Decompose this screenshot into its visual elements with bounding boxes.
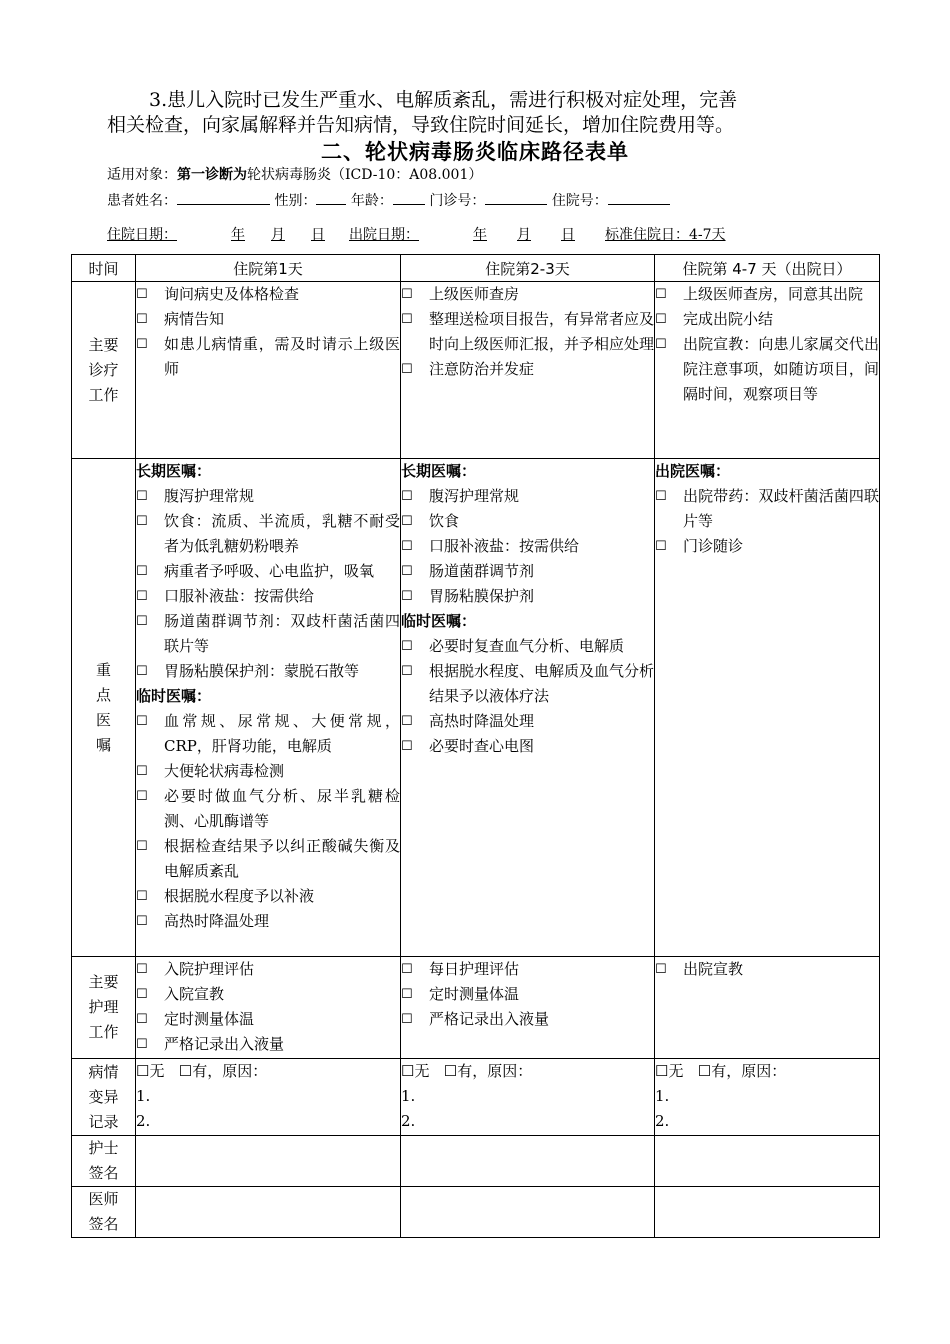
header-day2-3: 住院第2-3天 bbox=[401, 255, 655, 282]
checkbox-icon[interactable]: ☐ bbox=[655, 1062, 669, 1080]
main-work-day4-7 bbox=[655, 282, 880, 459]
nursing-day2-3 bbox=[401, 957, 655, 1059]
doctor-signature-day1[interactable] bbox=[136, 1187, 401, 1238]
variation-day2-3: ☐无 ☐有，原因： 1. 2. bbox=[401, 1059, 655, 1136]
checkbox-icon[interactable]: ☐ bbox=[136, 1062, 150, 1080]
variation-day1: ☐无 ☐有，原因： 1. 2. bbox=[136, 1059, 401, 1136]
checkbox-icon[interactable]: ☐ bbox=[136, 614, 148, 629]
checklist-item[interactable]: ☐ 必要时复查血气分析、电解质 bbox=[401, 634, 654, 659]
checklist-item[interactable]: ☐ 病情告知 bbox=[136, 307, 400, 332]
checklist-item[interactable]: ☐ 出院宣教 bbox=[655, 957, 879, 982]
header-row bbox=[72, 255, 880, 282]
checkbox-icon[interactable]: ☐ bbox=[136, 839, 148, 854]
main-work-day1 bbox=[136, 282, 401, 459]
age-field[interactable] bbox=[393, 190, 425, 205]
row-label-doctor-signature: 医师 签名 bbox=[72, 1187, 136, 1238]
variation-reason-2[interactable]: 2. bbox=[401, 1112, 416, 1130]
checkbox-icon[interactable]: ☐ bbox=[401, 589, 413, 604]
nursing-day4-7 bbox=[655, 957, 880, 1059]
checkbox-icon[interactable]: ☐ bbox=[136, 1012, 148, 1027]
checklist-item[interactable]: ☐ 饮食 bbox=[401, 509, 654, 534]
checkbox-icon[interactable]: ☐ bbox=[655, 539, 667, 554]
checklist-item[interactable]: ☐ 高热时降温处理 bbox=[401, 709, 654, 734]
clinical-path-table bbox=[71, 254, 880, 1238]
row-nursing bbox=[72, 957, 880, 1059]
variation-reason-1[interactable]: 1. bbox=[655, 1087, 670, 1105]
checkbox-icon[interactable]: ☐ bbox=[136, 764, 148, 779]
checkbox-icon[interactable]: ☐ bbox=[136, 714, 148, 729]
checklist-item[interactable]: ☐ 完成出院小结 bbox=[655, 307, 879, 332]
checkbox-icon[interactable]: ☐ bbox=[401, 739, 413, 754]
header-day1: 住院第1天 bbox=[136, 255, 401, 282]
checkbox-icon[interactable]: ☐ bbox=[655, 962, 667, 977]
checklist-item[interactable]: ☐ 腹泻护理常规 bbox=[401, 484, 654, 509]
checkbox-icon[interactable]: ☐ bbox=[178, 1062, 193, 1080]
checklist-item[interactable]: ☐ 注意防治并发症 bbox=[401, 357, 654, 382]
checklist-item[interactable]: ☐ 肠道菌群调节剂 bbox=[401, 559, 654, 584]
variation-day4-7: ☐无 ☐有，原因： 1. 2. bbox=[655, 1059, 880, 1136]
checkbox-icon[interactable]: ☐ bbox=[401, 962, 413, 977]
row-label-nursing: 主要 护理 工作 bbox=[72, 957, 136, 1059]
checkbox-icon[interactable]: ☐ bbox=[401, 639, 413, 654]
row-nurse-signature bbox=[72, 1136, 880, 1187]
temporary-orders-heading: 临时医嘱： bbox=[136, 687, 212, 705]
checklist-item[interactable]: ☐ 必要时查心电图 bbox=[401, 734, 654, 759]
checklist-item[interactable]: ☐ 上级医师查房 bbox=[401, 282, 654, 307]
nurse-signature-day4-7[interactable] bbox=[655, 1136, 880, 1187]
checklist-item[interactable]: ☐ 入院护理评估 bbox=[136, 957, 400, 982]
checklist-item[interactable]: ☐ 出院带药：双歧杆菌活菌四联片等 bbox=[655, 484, 879, 534]
row-doctor-signature bbox=[72, 1187, 880, 1238]
checkbox-icon[interactable]: ☐ bbox=[136, 337, 148, 352]
checklist-item[interactable]: ☐ 必要时做血气分析、尿半乳糖检测、心肌酶谱等 bbox=[136, 784, 400, 834]
dates-line: 住院日期： 年 月 日 出院日期： 年 月 日 标准住院日：4-7天 bbox=[107, 227, 726, 243]
row-label-orders: 重 点 医 嘱 bbox=[72, 459, 136, 957]
checkbox-icon[interactable]: ☐ bbox=[401, 489, 413, 504]
checkbox-icon[interactable]: ☐ bbox=[401, 564, 413, 579]
checkbox-icon[interactable]: ☐ bbox=[401, 1012, 413, 1027]
sex-field[interactable] bbox=[316, 190, 346, 205]
checkbox-icon[interactable]: ☐ bbox=[401, 287, 413, 302]
checklist-item[interactable]: ☐ 出院宣教：向患儿家属交代出院注意事项，如随访项目，间隔时间，观察项目等 bbox=[655, 332, 879, 407]
intro-line-2: 相关检查，向家属解释并告知病情，导致住院时间延长，增加住院费用等。 bbox=[107, 114, 735, 136]
orders-day2-3 bbox=[401, 459, 655, 957]
checklist-item[interactable]: ☐ 胃肠粘膜保护剂：蒙脱石散等 bbox=[136, 659, 400, 684]
checklist-item[interactable]: ☐ 口服补液盐：按需供给 bbox=[136, 584, 400, 609]
checklist-item[interactable]: ☐ 严格记录出入液量 bbox=[401, 1007, 654, 1032]
checkbox-icon[interactable]: ☐ bbox=[401, 312, 413, 327]
checkbox-icon[interactable]: ☐ bbox=[401, 1062, 415, 1080]
checkbox-icon[interactable]: ☐ bbox=[443, 1062, 458, 1080]
checklist-item[interactable]: ☐ 每日护理评估 bbox=[401, 957, 654, 982]
admission-no-field[interactable] bbox=[608, 190, 670, 205]
checkbox-icon[interactable]: ☐ bbox=[136, 664, 148, 679]
checklist-item[interactable]: ☐ 根据脱水程度、电解质及血气分析结果予以液体疗法 bbox=[401, 659, 654, 709]
variation-reason-2[interactable]: 2. bbox=[655, 1112, 670, 1130]
checkbox-icon[interactable]: ☐ bbox=[136, 789, 148, 804]
checklist-item[interactable]: ☐ 上级医师查房，同意其出院 bbox=[655, 282, 879, 307]
checkbox-icon[interactable]: ☐ bbox=[655, 489, 667, 504]
checkbox-icon[interactable]: ☐ bbox=[401, 362, 413, 377]
row-label-nurse-signature: 护士 签名 bbox=[72, 1136, 136, 1187]
checkbox-icon[interactable]: ☐ bbox=[136, 287, 148, 302]
checkbox-icon[interactable]: ☐ bbox=[655, 287, 667, 302]
temporary-orders-heading: 临时医嘱： bbox=[401, 612, 477, 630]
checklist-item[interactable]: ☐ 根据检查结果予以纠正酸碱失衡及电解质紊乱 bbox=[136, 834, 400, 884]
checklist-item[interactable]: ☐ 胃肠粘膜保护剂 bbox=[401, 584, 654, 609]
intro-paragraph bbox=[107, 88, 859, 138]
checkbox-icon[interactable]: ☐ bbox=[136, 889, 148, 904]
checklist-item[interactable]: ☐ 腹泻护理常规 bbox=[136, 484, 400, 509]
checkbox-icon[interactable]: ☐ bbox=[655, 312, 667, 327]
checkbox-icon[interactable]: ☐ bbox=[697, 1062, 712, 1080]
checkbox-icon[interactable]: ☐ bbox=[136, 312, 148, 327]
checkbox-icon[interactable]: ☐ bbox=[136, 962, 148, 977]
checklist-item[interactable]: ☐ 门诊随诊 bbox=[655, 534, 879, 559]
checklist-item[interactable]: ☐ 肠道菌群调节剂：双歧杆菌活菌四联片等 bbox=[136, 609, 400, 659]
nursing-day1 bbox=[136, 957, 401, 1059]
checkbox-icon[interactable]: ☐ bbox=[655, 337, 667, 352]
row-orders bbox=[72, 459, 880, 957]
checkbox-icon[interactable]: ☐ bbox=[136, 1037, 148, 1052]
variation-reason-2[interactable]: 2. bbox=[136, 1112, 151, 1130]
checklist-item[interactable]: ☐ 根据脱水程度予以补液 bbox=[136, 884, 400, 909]
row-label-main-work: 主要 诊疗 工作 bbox=[72, 282, 136, 459]
checklist-item[interactable]: ☐ 大便轮状病毒检测 bbox=[136, 759, 400, 784]
checkbox-icon[interactable]: ☐ bbox=[136, 489, 148, 504]
checklist-item[interactable]: ☐ 病重者予呼吸、心电监护，吸氧 bbox=[136, 559, 400, 584]
intro-line-1: 3.患儿入院时已发生严重水、电解质紊乱，需进行积极对症处理，完善 bbox=[149, 89, 738, 111]
checklist-item[interactable]: ☐ 定时测量体温 bbox=[401, 982, 654, 1007]
variation-reason-1[interactable]: 1. bbox=[401, 1087, 416, 1105]
orders-day4-7 bbox=[655, 459, 880, 957]
doctor-signature-day2-3[interactable] bbox=[401, 1187, 655, 1238]
checkbox-icon[interactable]: ☐ bbox=[136, 514, 148, 529]
row-main-work bbox=[72, 282, 880, 459]
row-label-variation: 病情 变异 记录 bbox=[72, 1059, 136, 1136]
checkbox-icon[interactable]: ☐ bbox=[136, 987, 148, 1002]
checklist-item[interactable]: ☐ 询问病史及体格检查 bbox=[136, 282, 400, 307]
nurse-signature-day1[interactable] bbox=[136, 1136, 401, 1187]
checklist-item[interactable]: ☐ 入院宣教 bbox=[136, 982, 400, 1007]
row-variation bbox=[72, 1059, 880, 1136]
orders-day1 bbox=[136, 459, 401, 957]
checkbox-icon[interactable]: ☐ bbox=[401, 539, 413, 554]
variation-reason-1[interactable]: 1. bbox=[136, 1087, 151, 1105]
page-title: 二、轮状病毒肠炎临床路径表单 bbox=[321, 140, 629, 164]
checklist-item[interactable]: ☐ 整理送检项目报告，有异常者应及时向上级医师汇报，并予相应处理 bbox=[401, 307, 654, 357]
nurse-signature-day2-3[interactable] bbox=[401, 1136, 655, 1187]
long-term-orders-heading: 长期医嘱： bbox=[136, 462, 212, 480]
checklist-item[interactable]: ☐ 血常规、尿常规、大便常规，CRP，肝肾功能，电解质 bbox=[136, 709, 400, 759]
checkbox-icon[interactable]: ☐ bbox=[136, 564, 148, 579]
main-work-day2-3 bbox=[401, 282, 655, 459]
checklist-item[interactable]: ☐ 口服补液盐：按需供给 bbox=[401, 534, 654, 559]
long-term-orders-heading: 长期医嘱： bbox=[401, 462, 477, 480]
checkbox-icon[interactable]: ☐ bbox=[136, 914, 148, 929]
checklist-item[interactable]: ☐ 饮食：流质、半流质，乳糖不耐受者为低乳糖奶粉喂养 bbox=[136, 509, 400, 559]
header-time: 时间 bbox=[72, 255, 136, 282]
applicable-line: 适用对象：第一诊断为轮状病毒肠炎（ICD-10：A08.001） bbox=[107, 167, 483, 183]
checklist-item[interactable]: ☐ 定时测量体温 bbox=[136, 1007, 400, 1032]
discharge-orders-heading: 出院医嘱： bbox=[655, 462, 731, 480]
header-day4-7: 住院第 4-7 天（出院日） bbox=[655, 255, 880, 282]
checklist-item[interactable]: ☐ 严格记录出入液量 bbox=[136, 1032, 400, 1057]
patient-name-field[interactable] bbox=[177, 190, 270, 205]
checklist-item[interactable]: ☐ 高热时降温处理 bbox=[136, 909, 400, 934]
checkbox-icon[interactable]: ☐ bbox=[136, 589, 148, 604]
checklist-item[interactable]: ☐ 如患儿病情重，需及时请示上级医师 bbox=[136, 332, 400, 382]
doctor-signature-day4-7[interactable] bbox=[655, 1187, 880, 1238]
checkbox-icon[interactable]: ☐ bbox=[401, 987, 413, 1002]
checkbox-icon[interactable]: ☐ bbox=[401, 514, 413, 529]
checkbox-icon[interactable]: ☐ bbox=[401, 714, 413, 729]
patient-info-line: 患者姓名： 性别： 年龄： 门诊号： 住院号： bbox=[107, 190, 670, 210]
clinic-no-field[interactable] bbox=[485, 190, 547, 205]
checkbox-icon[interactable]: ☐ bbox=[401, 664, 413, 679]
